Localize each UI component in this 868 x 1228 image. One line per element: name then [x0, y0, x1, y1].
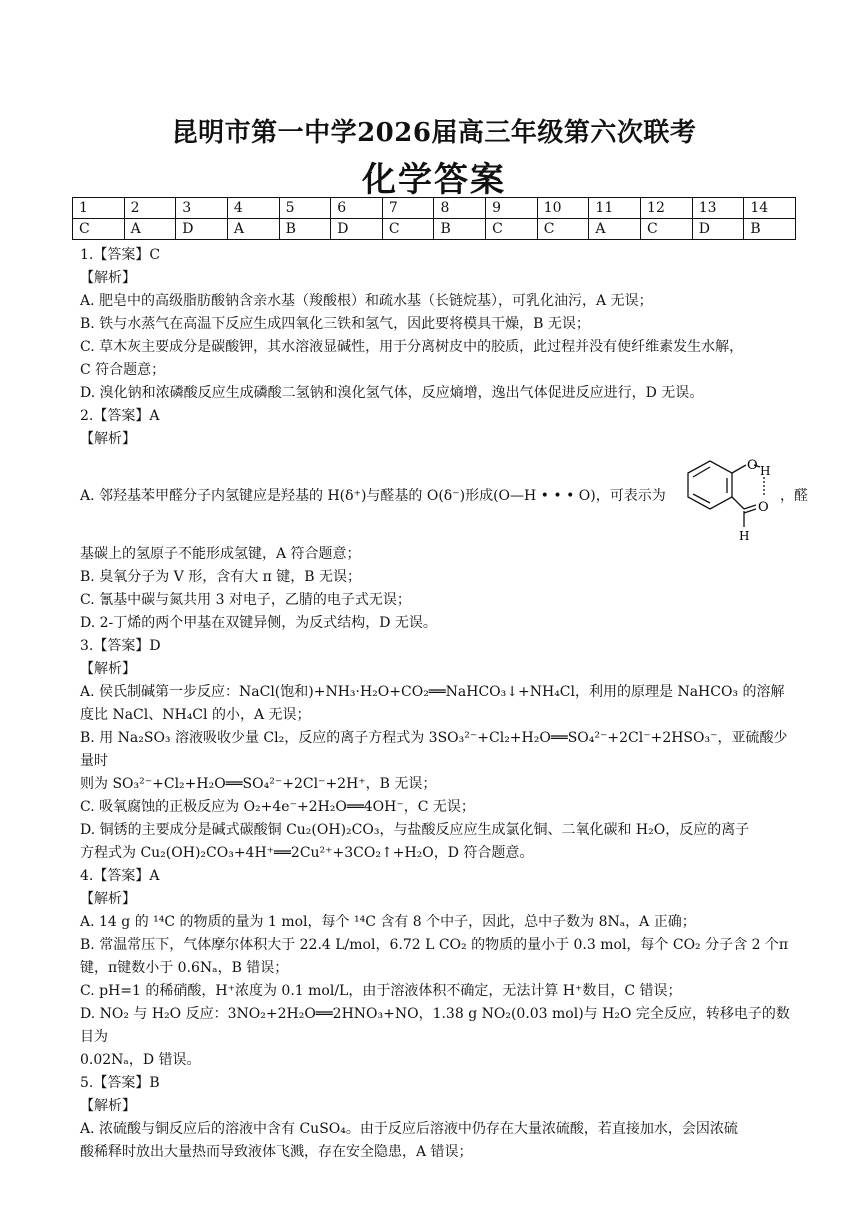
- answer-heading: 4.【答案】A: [80, 868, 160, 884]
- answer-table-number-row: [73, 198, 796, 219]
- answer-cell: D: [692, 219, 744, 240]
- question-number-cell: 8: [434, 198, 486, 219]
- answer-cell: C: [486, 219, 538, 240]
- hydrogen-label: H: [760, 464, 771, 478]
- option-explanation: 0.02Nₐ，D 错误。: [80, 1052, 201, 1068]
- answer-heading: 5.【答案】B: [80, 1075, 160, 1091]
- question-number-cell: 13: [692, 198, 744, 219]
- option-explanation: D. NO₂ 与 H₂O 反应：3NO₂+2H₂O══2HNO₃+NO，1.38 g NO₂(0.03 mol)与 H₂O 完全反应，转移电子的数目为: [80, 1006, 790, 1045]
- question-number-cell: 10: [537, 198, 589, 219]
- hydrogen-bond-structure-diagram: [674, 451, 780, 543]
- document-subtitle: 化学答案: [362, 160, 506, 200]
- hydroxyl-bond: [732, 465, 746, 473]
- question-number-cell: 11: [589, 198, 641, 219]
- option-explanation: D. 2-丁烯的两个甲基在双键异侧，为反式结构，D 无误。: [80, 615, 437, 631]
- analysis-heading: 【解析】: [80, 270, 136, 286]
- option-explanation: A. 肥皂中的高级脂肪酸钠含亲水基（羧酸根）和疏水基（长链烷基），可乳化油污，A 无误；: [80, 293, 653, 309]
- option-explanation: A. 浓硫酸与铜反应后的溶液中含有 CuSO₄。由于反应后溶液中仍存在大量浓硫酸，若直接加水，会因浓硫: [80, 1121, 738, 1137]
- question-number-cell: 4: [227, 198, 279, 219]
- option-explanation-tail: ，醛: [780, 488, 808, 504]
- oxygen-label: O: [758, 500, 769, 515]
- aldehyde-bond: [732, 497, 744, 509]
- option-explanation: A. 侯氏制碱第一步反应：NaCl(饱和)+NH₃·H₂O+CO₂══NaHCO₃↓+NH₄Cl，利用的原理是 NaHCO₃ 的溶解: [80, 684, 785, 700]
- analysis-heading: 【解析】: [80, 891, 136, 907]
- option-explanation: B. 常温常压下，气体摩尔体积大于 22.4 L/mol，6.72 L CO₂ 的物质的量小于 0.3 mol，每个 CO₂ 分子含 2 个π: [80, 937, 789, 953]
- answer-heading: 2.【答案】A: [80, 408, 160, 424]
- oxygen-label: O: [747, 458, 758, 473]
- answer-cell: D: [176, 219, 228, 240]
- analysis-heading: 【解析】: [80, 661, 136, 677]
- question-number-cell: 7: [382, 198, 434, 219]
- option-explanation: C. 草木灰主要成分是碳酸钾，其水溶液显碱性，用于分离树皮中的胶质，此过程并没有使纤维素发生水解，: [80, 339, 744, 355]
- answer-table-answer-row: [73, 219, 796, 240]
- option-explanation: D. 溴化钠和浓磷酸反应生成磷酸二氢钠和溴化氢气体，反应熵增，逸出气体促进反应进行，D 无误。: [80, 385, 704, 401]
- answer-cell: B: [279, 219, 331, 240]
- question-number-cell: 6: [331, 198, 383, 219]
- answer-table: [72, 197, 796, 240]
- analysis-heading: 【解析】: [80, 1098, 136, 1114]
- question-number-cell: 2: [124, 198, 176, 219]
- answer-cell: C: [73, 219, 125, 240]
- question-number-cell: 5: [279, 198, 331, 219]
- option-explanation: 基碳上的氢原子不能形成氢键，A 符合题意；: [80, 546, 361, 562]
- option-explanation: B. 臭氧分子为 V 形，含有大 π 键，B 无误；: [80, 569, 362, 585]
- carbonyl-bond: [744, 509, 756, 513]
- hydrogen-label: H: [739, 529, 750, 543]
- option-explanation: C 符合题意；: [80, 362, 166, 378]
- answer-cell: B: [434, 219, 486, 240]
- answer-cell: B: [744, 219, 796, 240]
- option-explanation: 酸稀释时放出大量热而导致液体飞溅，存在安全隐患，A 错误；: [80, 1144, 473, 1160]
- benzene-ring: [688, 461, 732, 509]
- question-number-cell: 9: [486, 198, 538, 219]
- option-explanation: A. 14 g 的 ¹⁴C 的物质的量为 1 mol，每个 ¹⁴C 含有 8 个中子，因此，总中子数为 8Nₐ，A 正确；: [80, 914, 696, 930]
- option-explanation: B. 铁与水蒸气在高温下反应生成四氧化三铁和氢气，因此要将模具干燥，B 无误；: [80, 316, 590, 332]
- option-explanation: C. pH=1 的稀硝酸，H⁺浓度为 0.1 mol/L，由于溶液体积不确定，无法计算 H⁺数目，C 错误；: [80, 983, 682, 999]
- question-number-cell: 1: [73, 198, 125, 219]
- answer-cell: A: [589, 219, 641, 240]
- answer-cell: D: [331, 219, 383, 240]
- question-number-cell: 12: [641, 198, 693, 219]
- option-explanation: A. 邻羟基苯甲醛分子内氢键应是羟基的 H(δ⁺)与醛基的 O(δ⁻)形成(O—H • • • O)，可表示为: [80, 488, 666, 504]
- solution-content: [80, 244, 808, 1164]
- option-explanation: 键，π键数小于 0.6Nₐ，B 错误；: [80, 960, 289, 976]
- carbonyl-bond: [744, 505, 756, 509]
- option-explanation: C. 吸氧腐蚀的正极反应为 O₂+4e⁻+2H₂O══4OH⁻，C 无误；: [80, 799, 475, 815]
- option-explanation: D. 铜锈的主要成分是碱式碳酸铜 Cu₂(OH)₂CO₃，与盐酸反应应生成氯化铜、二氧化碳和 H₂O，反应的离子: [80, 822, 750, 838]
- option-explanation-with-structure: [80, 451, 808, 543]
- question-number-cell: 3: [176, 198, 228, 219]
- option-explanation: 方程式为 Cu₂(OH)₂CO₃+4H⁺══2Cu²⁺+3CO₂↑+H₂O，D 符合题意。: [80, 845, 534, 861]
- option-explanation: B. 用 Na₂SO₃ 溶液吸收少量 Cl₂，反应的离子方程式为 3SO₃²⁻+Cl₂+H₂O══SO₄²⁻+2Cl⁻+2HSO₃⁻，亚硫酸少量时: [80, 730, 788, 769]
- analysis-heading: 【解析】: [80, 431, 136, 447]
- answer-cell: A: [227, 219, 279, 240]
- answer-cell: C: [537, 219, 589, 240]
- answer-heading: 1.【答案】C: [80, 247, 161, 263]
- answer-cell: C: [641, 219, 693, 240]
- question-number-cell: 14: [744, 198, 796, 219]
- option-explanation: 度比 NaCl、NH₄Cl 的小，A 无误；: [80, 707, 311, 723]
- option-explanation: C. 氰基中碳与氮共用 3 对电子，乙腈的电子式无误；: [80, 592, 411, 608]
- option-explanation: 则为 SO₃²⁻+Cl₂+H₂O══SO₄²⁻+2Cl⁻+2H⁺，B 无误；: [80, 776, 437, 792]
- answer-cell: C: [382, 219, 434, 240]
- answer-heading: 3.【答案】D: [80, 638, 161, 654]
- document-title: 昆明市第一中学2026届高三年级第六次联考: [171, 118, 697, 148]
- answer-cell: A: [124, 219, 176, 240]
